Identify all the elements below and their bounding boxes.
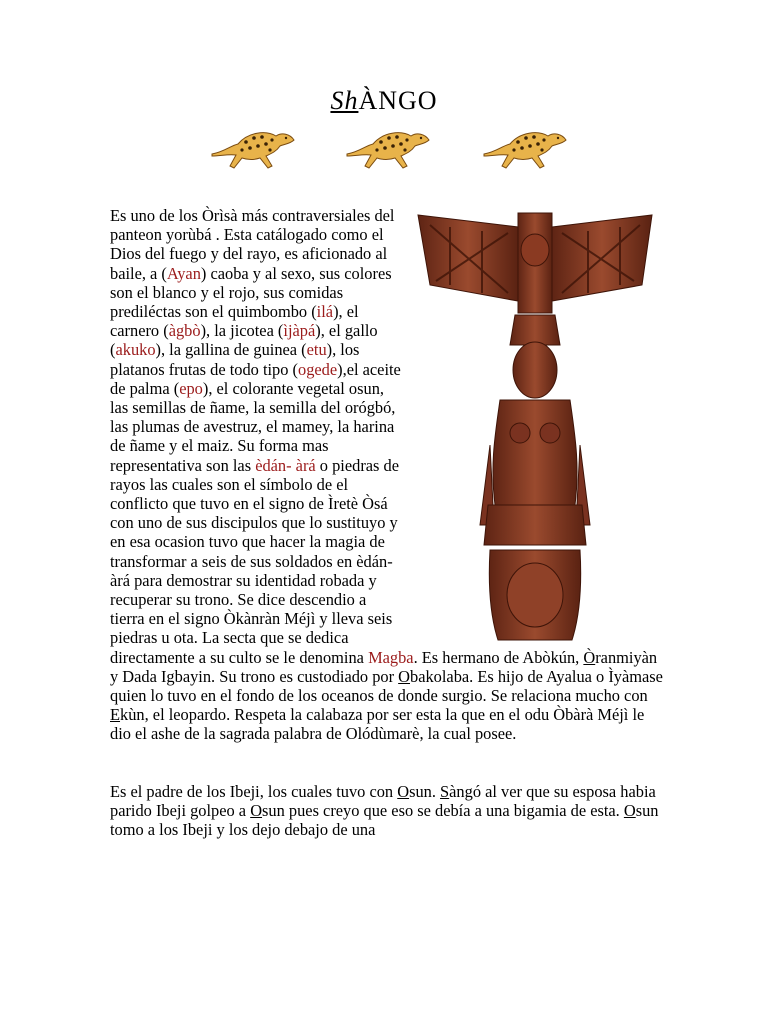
red-term: etu xyxy=(306,340,327,360)
paragraph-2 xyxy=(110,782,666,840)
underlined-letter: O xyxy=(397,781,410,801)
red-term: èdán- àrá xyxy=(255,455,316,475)
text-run: ),el aceite de palma ( xyxy=(110,359,401,398)
text-run: sun tomo a los Ibeji y los dejo debajo de una xyxy=(110,800,659,840)
text-run: ), el carnero ( xyxy=(110,302,359,341)
red-term: ìjàpá xyxy=(283,321,316,341)
red-term: ogede xyxy=(298,359,338,379)
text-run: ), el colorante vegetal osun, las semillas de ñame, la semilla del orógbó, las plumas de avestruz, el mamey, la harina de ñame y el maiz. Su forma mas representativa son las xyxy=(110,378,396,475)
body-text xyxy=(110,206,666,839)
text-run: Es el padre de los Ibeji, los cuales tuvo con xyxy=(110,781,398,801)
running-leopard-icon xyxy=(210,122,296,172)
red-term: Ayan xyxy=(166,263,201,283)
text-run: àngó al ver que su esposa habia parido Ibeji golpeo a xyxy=(110,781,656,820)
text-run: bakolaba. Es hijo de Ayalua o Ìyàmase quien lo tuvo en el fondo de los oceanos de donde surgio. Se relaciona mucho con xyxy=(110,666,663,706)
red-term: ilá xyxy=(316,302,334,322)
text-run: kùn, el leopardo. Respeta la calabaza por ser esta la que en el odu Òbàrà Méjì le dio el ashe de la sagrada palabra de Olódùmarè, la cual posee. xyxy=(110,705,645,744)
title-part-underlined: Sh xyxy=(330,86,359,115)
underlined-letter: Ò xyxy=(583,647,596,667)
text-run: o piedras de rayos las cuales son el símbolo de el conflicto que tuvo en el signo de Ìretè Òsá con uno de sus discipulos que lo sustituyo y en esa ocasion tuvo que hacer la magia de transformar a seis de sus soldados en èdán- àrá para demostrar su identidad robada y recuperar su trono. Se dice descendio a tierra en el signo Òkànràn Méjì y lleva seis piedras u ota. La secta que se dedica directamente a su culto se le denomina xyxy=(110,455,399,667)
text-run: sun pues creyo que eso se debía a una bigamia de esta. xyxy=(262,800,624,820)
text-run: ), el gallo ( xyxy=(110,321,378,360)
underlined-letter: O xyxy=(623,800,636,820)
underlined-letter: O xyxy=(250,800,263,820)
text-run: ), la gallina de guinea ( xyxy=(155,340,307,360)
underlined-letter: E xyxy=(110,705,121,725)
red-term: Magba xyxy=(368,647,414,667)
running-leopard-icon xyxy=(345,122,431,172)
page-title xyxy=(0,86,768,116)
running-leopard-icon xyxy=(482,122,568,172)
text-run: Es uno de los Òrìsà más contraversiales del panteon yorùbá . Esta catálogado como el Dios del fuego y del rayo, es aficionado al baile, a ( xyxy=(110,206,395,283)
underlined-letter: O xyxy=(398,666,410,686)
title-part-rest: ÀNGO xyxy=(358,86,438,115)
underlined-letter: S xyxy=(440,781,450,801)
text-run: ) caoba y al sexo, sus colores son el blanco y el rojo, sus comidas prediléctas son el quimbombo ( xyxy=(110,263,392,322)
text-run: ranmiyàn y Dada Igbayin. Su trono es custodiado por xyxy=(110,647,658,686)
red-term: akuko xyxy=(115,340,156,360)
text-run: ), los platanos frutas de todo tipo ( xyxy=(110,340,360,379)
text-run: ), la jicotea ( xyxy=(200,321,284,341)
red-term: epo xyxy=(179,378,203,398)
text-run: . Es hermano de Abòkún, xyxy=(413,647,584,667)
image-spacer xyxy=(404,206,666,642)
text-run: sun. xyxy=(409,781,441,801)
red-term: àgbò xyxy=(168,321,201,341)
paragraph-1 xyxy=(110,206,666,744)
